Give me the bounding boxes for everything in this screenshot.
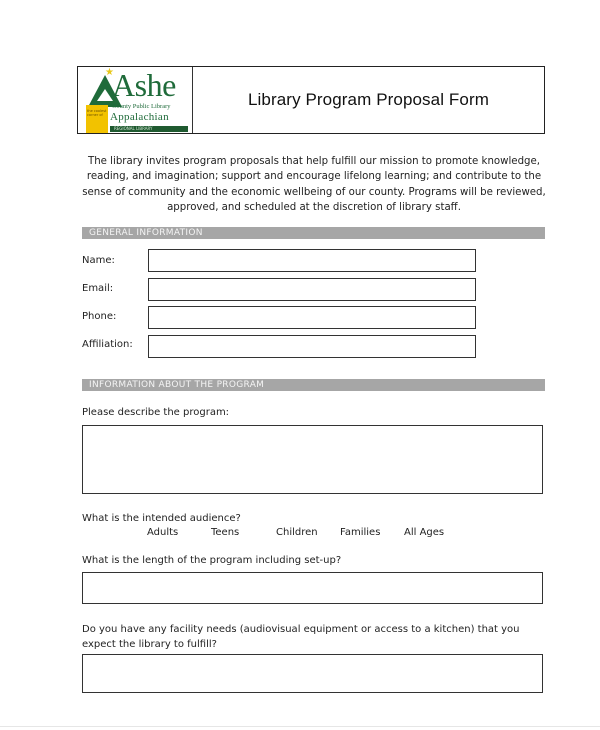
audience-label: What is the intended audience? bbox=[82, 513, 241, 524]
audience-option-children[interactable]: Children bbox=[276, 527, 318, 538]
audience-option-adults[interactable]: Adults bbox=[147, 527, 179, 538]
phone-field[interactable] bbox=[148, 306, 476, 329]
logo-subtitle: County Public Library bbox=[112, 103, 171, 110]
audience-option-all-ages[interactable]: All Ages bbox=[404, 527, 445, 538]
name-label: Name: bbox=[82, 255, 115, 266]
audience-option-teens[interactable]: Teens bbox=[211, 527, 240, 538]
describe-program-label: Please describe the program: bbox=[82, 407, 230, 418]
audience-option-families[interactable]: Families bbox=[340, 527, 381, 538]
section-heading-program: INFORMATION ABOUT THE PROGRAM bbox=[82, 379, 545, 391]
library-logo bbox=[78, 67, 193, 133]
form-title: Library Program Proposal Form bbox=[248, 90, 489, 109]
logo-tagline: Appalachian bbox=[110, 111, 169, 123]
facility-label-line1: Do you have any facility needs (audiovisual equipment or access to a kitchen) that you bbox=[82, 624, 520, 635]
section-heading-general: GENERAL INFORMATION bbox=[82, 227, 545, 239]
affiliation-label: Affiliation: bbox=[82, 339, 133, 350]
facility-label-line2: expect the library to fulfill? bbox=[82, 639, 217, 650]
form-header bbox=[77, 66, 545, 134]
logo-name: Ashe bbox=[112, 67, 176, 103]
star-icon: ★ bbox=[105, 67, 114, 78]
phone-label: Phone: bbox=[82, 311, 117, 322]
length-label: What is the length of the program including set-up? bbox=[82, 555, 342, 566]
length-field[interactable] bbox=[82, 572, 543, 604]
page-divider bbox=[0, 726, 600, 727]
describe-program-field[interactable] bbox=[82, 425, 543, 494]
affiliation-field[interactable] bbox=[148, 335, 476, 358]
logo-band-text: REGIONAL LIBRARY bbox=[114, 126, 153, 131]
title-cell bbox=[193, 67, 544, 133]
logo-corner-text: the coolest corner of bbox=[87, 109, 107, 117]
intro-paragraph: The library invites program proposals that help fulfill our mission to promote knowledge, reading, and imagination; support and encourage lifelong learning; and contribute to the sense of community and the economic wellbeing of our county. Programs will be reviewed, approved, and scheduled at the discretion of library staff. bbox=[82, 156, 546, 213]
email-label: Email: bbox=[82, 283, 114, 294]
name-field[interactable] bbox=[148, 249, 476, 272]
facility-needs-field[interactable] bbox=[82, 654, 543, 693]
email-field[interactable] bbox=[148, 278, 476, 301]
